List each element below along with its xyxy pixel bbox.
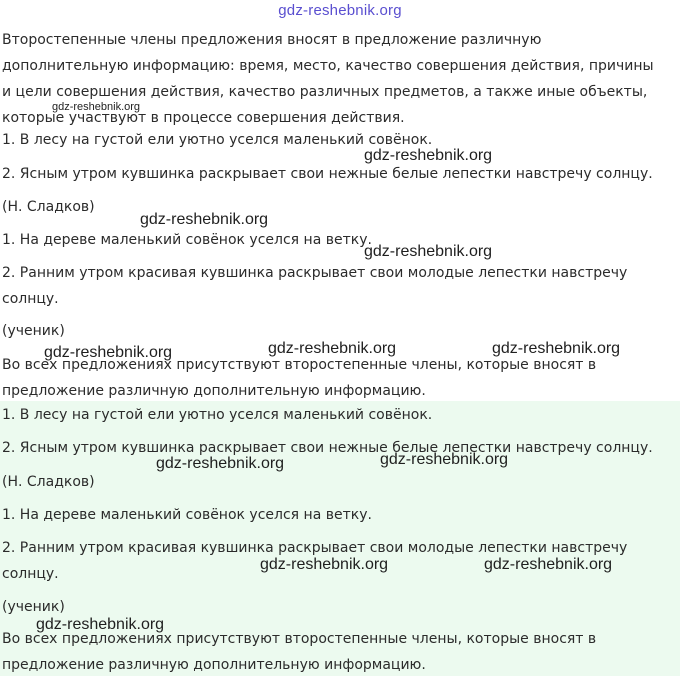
author-label-repeat: (Н. Сладков) bbox=[2, 474, 95, 490]
conclusion-line-1: Во всех предложениях присутствуют второстепенные члены, которые вносят в bbox=[2, 357, 597, 373]
site-header-link[interactable]: gdz-reshebnik.org bbox=[278, 2, 402, 19]
student-label-repeat: (ученик) bbox=[2, 599, 65, 615]
watermark: gdz-reshebnik.org bbox=[380, 451, 509, 468]
watermark: gdz-reshebnik.org bbox=[44, 344, 173, 361]
conclusion-line-1-repeat: Во всех предложениях присутствуют второстепенные члены, которые вносят в bbox=[2, 631, 597, 647]
intro-line-2: дополнительную информацию: время, место, качество совершения действия, причины bbox=[2, 58, 654, 74]
original-sentence-1: 1. В лесу на густой ели уютно уселся маленький совёнок. bbox=[2, 132, 433, 148]
original-sentence-1-repeat: 1. В лесу на густой ели уютно уселся маленький совёнок. bbox=[2, 407, 433, 423]
author-label: (Н. Сладков) bbox=[2, 199, 95, 215]
watermark: gdz-reshebnik.org bbox=[52, 101, 141, 113]
conclusion-line-2-repeat: предложение различную дополнительную информацию. bbox=[2, 657, 426, 673]
student-sentence-2-line-2: солнцу. bbox=[2, 291, 59, 307]
watermark: gdz-reshebnik.org bbox=[268, 340, 397, 357]
intro-line-1: Второстепенные члены предложения вносят в предложение различную bbox=[2, 32, 542, 48]
original-sentence-2-repeat: 2. Ясным утром кувшинка раскрывает свои нежные белые лепестки навстречу солнцу. bbox=[2, 440, 653, 456]
student-sentence-1-repeat: 1. На дереве маленький совёнок уселся на ветку. bbox=[2, 507, 372, 523]
watermark: gdz-reshebnik.org bbox=[156, 455, 285, 472]
watermark: gdz-reshebnik.org bbox=[364, 243, 493, 260]
intro-line-4: которые участвуют в процессе совершения действия. bbox=[2, 110, 405, 126]
watermark: gdz-reshebnik.org bbox=[484, 556, 613, 573]
original-sentence-2: 2. Ясным утром кувшинка раскрывает свои нежные белые лепестки навстречу солнцу. bbox=[2, 166, 653, 182]
intro-line-3: и цели совершения действия, качество различных предметов, а также иные объекты, bbox=[2, 84, 648, 100]
student-sentence-2-line-1: 2. Ранним утром красивая кувшинка раскрывает свои молодые лепестки навстречу bbox=[2, 265, 628, 281]
watermark: gdz-reshebnik.org bbox=[492, 340, 621, 357]
watermark: gdz-reshebnik.org bbox=[140, 211, 269, 228]
watermark: gdz-reshebnik.org bbox=[36, 616, 165, 633]
student-sentence-2-line-2-repeat: солнцу. bbox=[2, 566, 59, 582]
watermark: gdz-reshebnik.org bbox=[364, 147, 493, 164]
student-sentence-1: 1. На дереве маленький совёнок уселся на ветку. bbox=[2, 232, 372, 248]
watermark: gdz-reshebnik.org bbox=[260, 556, 389, 573]
conclusion-line-2: предложение различную дополнительную информацию. bbox=[2, 383, 426, 399]
student-sentence-2-line-1-repeat: 2. Ранним утром красивая кувшинка раскрывает свои молодые лепестки навстречу bbox=[2, 540, 628, 556]
student-label: (ученик) bbox=[2, 323, 65, 339]
